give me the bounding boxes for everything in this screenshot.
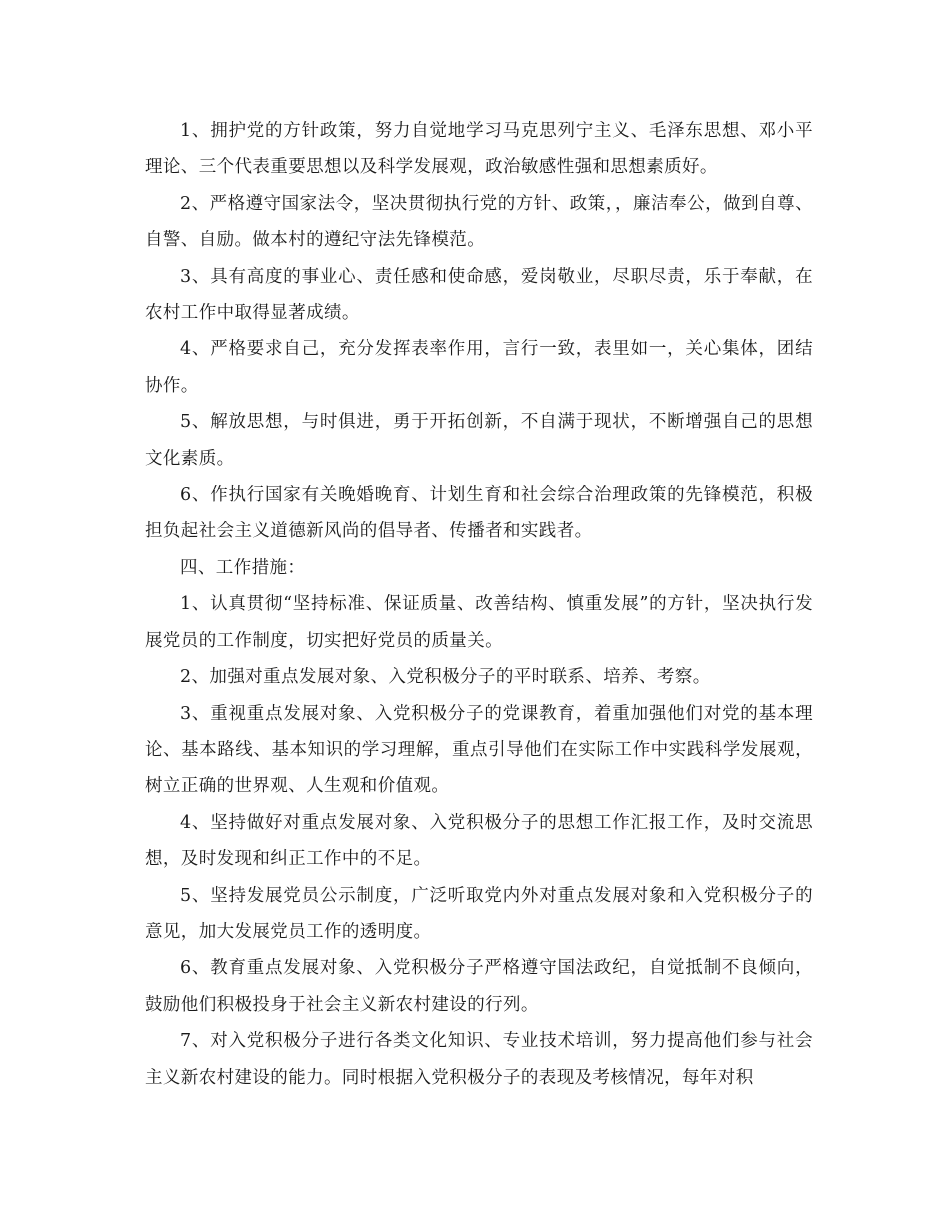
paragraph-4: 4、严格要求自己，充分发挥表率作用，言行一致，表里如一，关心集体，团结协作。: [145, 339, 813, 396]
measure-paragraph-1: 1、认真贯彻“坚持标准、保证质量、改善结构、慎重发展”的方针，坚决执行发展党员的工作制度，切实把好党员的质量关。: [145, 594, 813, 651]
paragraph-5: 5、解放思想，与时俱进，勇于开拓创新，不自满于现状，不断增强自己的思想文化素质。: [145, 412, 813, 469]
paragraph-3: 3、具有高度的事业心、责任感和使命感，爱岗敬业，尽职尽责，乐于奉献，在农村工作中取得显著成绩。: [145, 266, 813, 324]
measure-paragraph-5: 5、坚持发展党员公示制度，广泛听取党内外对重点发展对象和入党积极分子的意见，加大发展党员工作的透明度。: [145, 885, 813, 942]
document-body: [145, 113, 813, 1096]
measure-paragraph-6: 6、教育重点发展对象、入党积极分子严格遵守国法政纪，自觉抵制不良倾向，鼓励他们积极投身于社会主义新农村建设的行列。: [145, 958, 813, 1015]
measure-paragraph-7: 7、对入党积极分子进行各类文化知识、专业技术培训，努力提高他们参与社会主义新农村建设的能力。同时根据入党积极分子的表现及考核情况，每年对积: [145, 1031, 813, 1088]
section-heading-work-measures: 四、工作措施：: [180, 557, 306, 578]
paragraph-6: 6、作执行国家有关晚婚晚育、计划生育和社会综合治理政策的先锋模范，积极担负起社会主义道德新风尚的倡导者、传播者和实践者。: [145, 485, 813, 542]
measure-paragraph-2: 2、加强对重点发展对象、入党积极分子的平时联系、培养、考察。: [180, 667, 711, 688]
paragraph-1: 1、拥护党的方针政策，努力自觉地学习马克思列宁主义、毛泽东思想、邓小平理论、三个代表重要思想以及科学发展观，政治敏感性强和思想素质好。: [145, 121, 813, 178]
paragraph-2: 2、严格遵守国家法令，坚决贯彻执行党的方针、政策，，廉洁奉公，做到自尊、自警、自励。做本村的遵纪守法先锋模范。: [145, 193, 813, 251]
measure-paragraph-4: 4、坚持做好对重点发展对象、入党积极分子的思想工作汇报工作，及时交流思想，及时发现和纠正工作中的不足。: [145, 812, 813, 870]
measure-paragraph-3: 3、重视重点发展对象、入党积极分子的党课教育，着重加强他们对党的基本理论、基本路线、基本知识的学习理解，重点引导他们在实际工作中实践科学发展观，树立正确的世界观、人生观和价值观。: [145, 703, 813, 797]
